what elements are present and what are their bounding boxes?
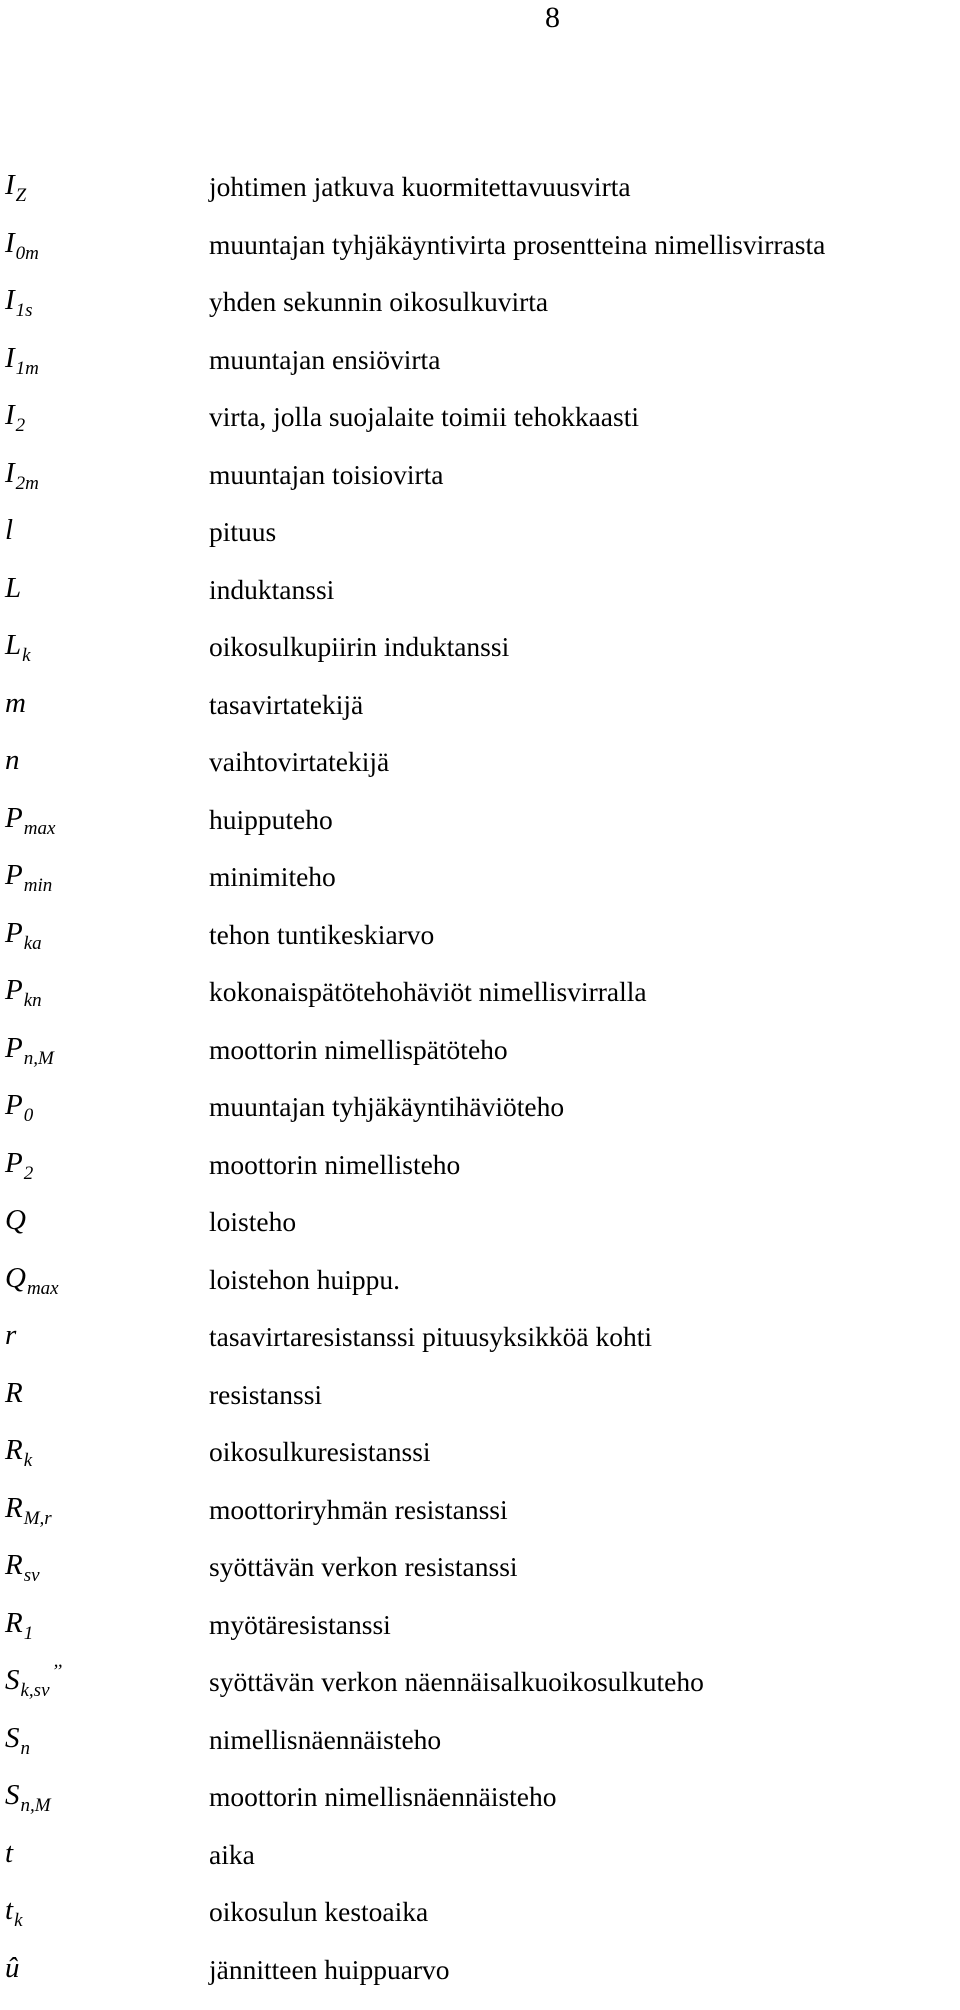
symbol-description: oikosulkupiirin induktanssi [209, 632, 509, 662]
symbol-row [0, 1435, 960, 1493]
symbol-subscript: k [14, 1910, 22, 1931]
symbol-subscript: 0m [16, 243, 39, 264]
symbol-base: L [5, 629, 21, 661]
symbol-description: aika [209, 1840, 255, 1870]
symbol-description: syöttävän verkon resistanssi [209, 1552, 518, 1582]
symbol [5, 1320, 16, 1350]
symbol-subscript: min [24, 875, 53, 896]
symbol-row [0, 343, 960, 401]
symbol-row [0, 1148, 960, 1206]
symbol-base: I [5, 342, 15, 374]
symbol-row [0, 400, 960, 458]
symbol-row [0, 803, 960, 861]
symbol [5, 1033, 54, 1067]
symbol-list [0, 170, 960, 2010]
symbol-row [0, 860, 960, 918]
symbol-subscript: Z [16, 185, 27, 206]
symbol-row [0, 1033, 960, 1091]
symbol-row [0, 1953, 960, 2010]
symbol [5, 1090, 33, 1124]
symbol-base: û [5, 1952, 20, 1984]
symbol [5, 1895, 23, 1929]
symbol-description: tasavirtatekijä [209, 690, 363, 720]
symbol-base: S [5, 1779, 20, 1811]
symbol [5, 688, 26, 718]
symbol-subscript: 1m [16, 358, 39, 379]
symbol-base: I [5, 399, 15, 431]
symbol-row [0, 285, 960, 343]
symbol-row [0, 1550, 960, 1608]
symbol-base: P [5, 1147, 23, 1179]
symbol-base: m [5, 687, 26, 719]
symbol-row [0, 515, 960, 573]
symbol-base: I [5, 169, 15, 201]
symbol [5, 745, 20, 775]
symbol-description: moottoriryhmän resistanssi [209, 1495, 508, 1525]
symbol-row [0, 1493, 960, 1551]
symbol-row [0, 1378, 960, 1436]
symbol-description: oikosulkuresistanssi [209, 1437, 431, 1467]
symbol-description: tasavirtaresistanssi pituusyksikköä kohti [209, 1322, 652, 1352]
symbol-description: oikosulun kestoaika [209, 1897, 428, 1927]
symbol-row [0, 573, 960, 631]
symbol-row [0, 170, 960, 228]
symbol-row [0, 1608, 960, 1666]
symbol-base: I [5, 284, 15, 316]
symbol [5, 170, 26, 204]
symbol-row [0, 1263, 960, 1321]
symbol-subscript: 2m [16, 473, 39, 494]
symbol-subscript: 1 [24, 1623, 34, 1644]
symbol-subscript: 2 [24, 1163, 34, 1184]
symbol-description: loistehon huippu. [209, 1265, 400, 1295]
symbol-base: Q [5, 1204, 26, 1236]
symbol-base: R [5, 1492, 23, 1524]
symbol-base: R [5, 1434, 23, 1466]
symbol-base: S [5, 1722, 20, 1754]
symbol-description: muuntajan toisiovirta [209, 460, 443, 490]
symbol-base: t [5, 1894, 13, 1926]
symbol-subscript: 1s [16, 300, 33, 321]
symbol-base: t [5, 1837, 13, 1869]
symbol-subscript: M,r [24, 1508, 52, 1529]
symbol-row [0, 1665, 960, 1723]
symbol-row [0, 458, 960, 516]
symbol-description: muuntajan ensiövirta [209, 345, 440, 375]
symbol-row [0, 630, 960, 688]
symbol-base: P [5, 802, 23, 834]
symbol-description: yhden sekunnin oikosulkuvirta [209, 287, 548, 317]
symbol-base: L [5, 572, 21, 604]
symbol-description: moottorin nimellisnäennäisteho [209, 1782, 557, 1812]
symbol-base: Q [5, 1262, 26, 1294]
symbol [5, 630, 31, 664]
symbol-subscript: 2 [16, 415, 26, 436]
symbol-subscript: k [24, 1450, 32, 1471]
symbol-subscript: max [24, 818, 56, 839]
symbol-subscript: n [21, 1738, 31, 1759]
symbol-subscript: n,M [21, 1795, 51, 1816]
symbol [5, 803, 55, 837]
symbol-description: pituus [209, 517, 276, 547]
symbol-description: muuntajan tyhjäkäyntihäviöteho [209, 1092, 564, 1122]
symbol-row [0, 228, 960, 286]
symbol-base: S [5, 1664, 20, 1696]
symbol-description: virta, jolla suojalaite toimii tehokkaasti [209, 402, 639, 432]
symbol-description: muuntajan tyhjäkäyntivirta prosentteina nimellisvirrasta [209, 230, 825, 260]
symbol-base: R [5, 1607, 23, 1639]
symbol-subscript: sv [24, 1565, 40, 1586]
symbol-description: huipputeho [209, 805, 333, 835]
symbol-base: R [5, 1549, 23, 1581]
symbol-row [0, 688, 960, 746]
symbol [5, 1780, 51, 1814]
symbol [5, 975, 42, 1009]
symbol-superscript: ’’ [52, 1661, 63, 1682]
symbol-description: johtimen jatkuva kuormitettavuusvirta [209, 172, 631, 202]
symbol-description: myötäresistanssi [209, 1610, 391, 1640]
symbol [5, 458, 39, 492]
symbol-subscript: kn [24, 990, 42, 1011]
symbol [5, 343, 39, 377]
symbol-row [0, 1205, 960, 1263]
symbol [5, 1608, 33, 1642]
symbol [5, 573, 21, 603]
symbol-description: resistanssi [209, 1380, 322, 1410]
symbol-description: loisteho [209, 1207, 296, 1237]
symbol [5, 918, 42, 952]
symbol-base: l [5, 514, 13, 546]
symbol [5, 515, 13, 545]
symbol-base: P [5, 974, 23, 1006]
symbol [5, 1838, 13, 1868]
symbol-description: moottorin nimellispätöteho [209, 1035, 508, 1065]
symbol-subscript: ka [24, 933, 42, 954]
symbol-row [0, 1090, 960, 1148]
symbol-description: kokonaispätötehohäviöt nimellisvirralla [209, 977, 647, 1007]
symbol [5, 285, 33, 319]
symbol-description: minimiteho [209, 862, 336, 892]
page-number: 8 [545, 0, 560, 36]
symbol [5, 228, 39, 262]
symbol-description: tehon tuntikeskiarvo [209, 920, 434, 950]
symbol [5, 860, 52, 894]
symbol-subscript: 0 [24, 1105, 34, 1126]
symbol-base: I [5, 227, 15, 259]
symbol-description: vaihtovirtatekijä [209, 747, 389, 777]
symbol [5, 1550, 40, 1584]
symbol [5, 1723, 30, 1757]
symbol [5, 1378, 23, 1408]
symbol-description: nimellisnäennäisteho [209, 1725, 441, 1755]
symbol-description: syöttävän verkon näennäisalkuoikosulkuteho [209, 1667, 704, 1697]
symbol-row [0, 1838, 960, 1896]
symbol-base: R [5, 1377, 23, 1409]
symbol [5, 1263, 59, 1297]
symbol-base: P [5, 859, 23, 891]
symbol [5, 1435, 32, 1469]
symbol-base: P [5, 1032, 23, 1064]
symbol [5, 1148, 33, 1182]
symbol-description: moottorin nimellisteho [209, 1150, 460, 1180]
symbol [5, 1665, 62, 1699]
symbol-base: n [5, 744, 20, 776]
symbol [5, 1205, 26, 1235]
symbol-row [0, 745, 960, 803]
symbol-row [0, 1723, 960, 1781]
symbol-description: induktanssi [209, 575, 334, 605]
symbol [5, 1953, 20, 1983]
symbol-row [0, 1780, 960, 1838]
symbol-base: P [5, 917, 23, 949]
symbol [5, 400, 25, 434]
symbol-subscript: n,M [24, 1048, 54, 1069]
symbol-row [0, 1895, 960, 1953]
symbol-base: I [5, 457, 15, 489]
symbol-subscript: max [27, 1278, 59, 1299]
symbol-row [0, 1320, 960, 1378]
symbol-row [0, 918, 960, 976]
symbol-description: jännitteen huippuarvo [209, 1955, 450, 1985]
symbol-subscript: k,sv [21, 1680, 50, 1701]
symbol-row [0, 975, 960, 1033]
symbol [5, 1493, 52, 1527]
symbol-base: P [5, 1089, 23, 1121]
symbol-base: r [5, 1319, 16, 1351]
symbol-subscript: k [22, 645, 30, 666]
